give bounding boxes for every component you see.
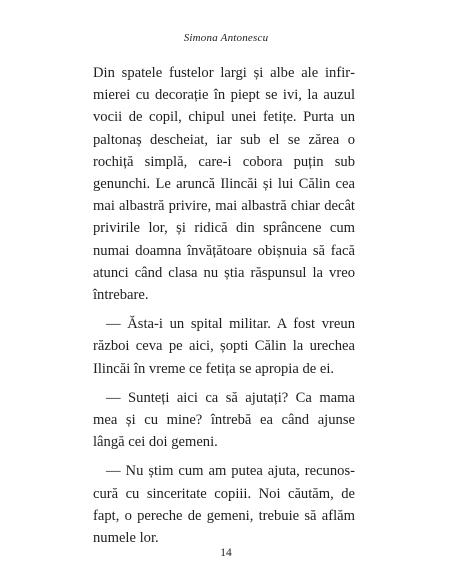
- paragraph-3: — Sunteți aici ca să ajutați? Ca mama mea și cu mine? întrebă ea când ajunse lângă cei doi gemeni.: [93, 389, 355, 451]
- paragraph-1: Din spatele fustelor largi și albe ale infirmierei cu decorație în piept se ivi, la auzul vocii de copil, chipul unei fetițe. Purta un paltonaș descheiat, iar sub el se zărea o rochiță simplă, care-i cobora puțin sub genunchi. Le aruncă Ilincăi și lui Călin cea mai albastră privire, mai albastră chiar decât privirile lor, și ridică din sprâncene cum numai doamna învățătoare obișnuia să facă atunci când clasa nu știa răspunsul la vreo întrebare.: [93, 65, 355, 304]
- paragraph-2: — Ăsta-i un spital militar. A fost vreun război ceva pe aici, șopti Călin la urechea Ilincăi în vreme ce fetița se apropia de ei.: [93, 316, 355, 377]
- paragraph-4: — Nu știm cum am putea ajuta, recunoscură cu sinceritate copiii. Noi căutăm, de fapt, o pereche de gemeni, trebuie să aflăm numele lor.: [93, 463, 355, 547]
- page-number: 14: [220, 547, 232, 559]
- running-header-author: Simona Antonescu: [183, 32, 269, 44]
- page-body-text: [93, 62, 355, 549]
